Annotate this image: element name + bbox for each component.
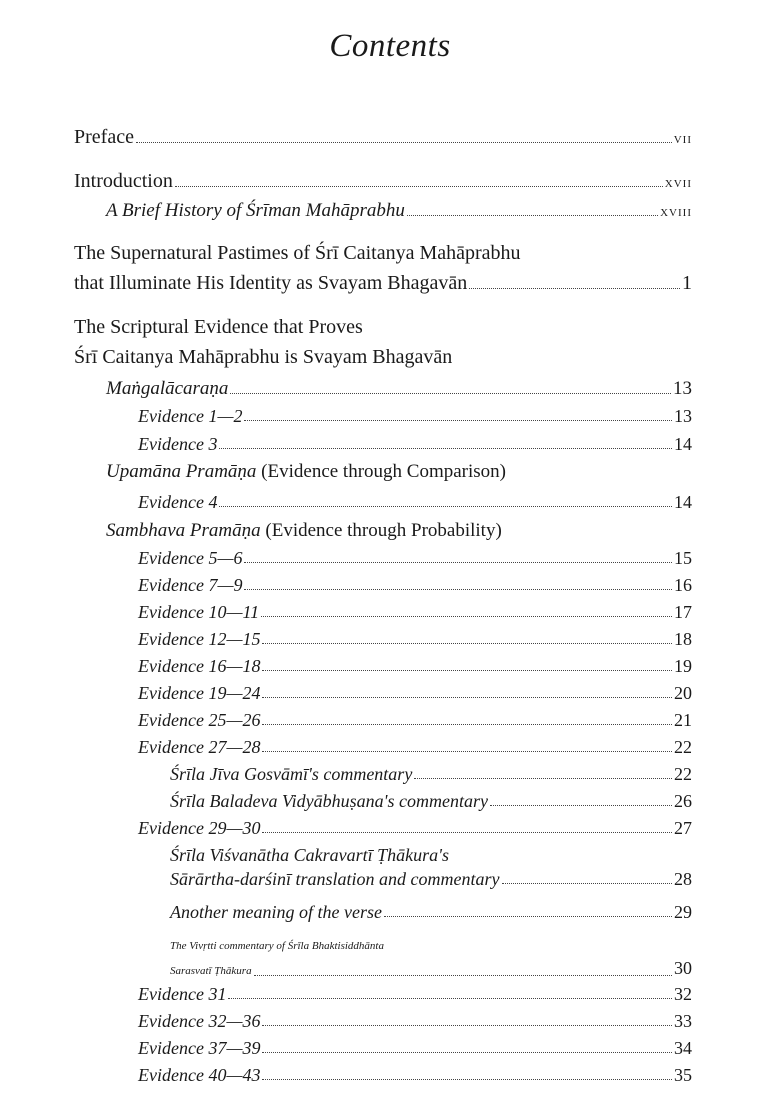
- toc-entry-pastimes[interactable]: [74, 272, 692, 295]
- toc-entry-another-meaning[interactable]: [170, 902, 692, 923]
- leader-dots: [262, 669, 672, 671]
- toc-label: Preface: [74, 126, 134, 148]
- toc-label: Evidence 3: [138, 434, 218, 454]
- toc-label: Evidence 37—39: [138, 1038, 261, 1058]
- toc-label: Introduction: [74, 170, 173, 192]
- toc-label: Evidence 1—2: [138, 406, 243, 426]
- leader-dots: [230, 392, 671, 394]
- toc-page-number: vii: [673, 131, 692, 147]
- toc-entry-sarartha-darsini[interactable]: [170, 869, 692, 890]
- toc-heading-scriptural-line1: The Scriptural Evidence that Proves: [74, 316, 363, 338]
- leader-dots: [262, 1024, 672, 1026]
- toc-label: Evidence 7—9: [138, 575, 243, 595]
- toc-entry-evidence[interactable]: [138, 818, 692, 839]
- leader-dots: [219, 505, 672, 507]
- toc-heading-scriptural-line2: Śrī Caitanya Mahāprabhu is Svayam Bhagavān: [74, 346, 453, 368]
- toc-entry-evidence[interactable]: [138, 602, 692, 623]
- toc-label: that Illuminate His Identity as Svayam Bhagavān: [74, 272, 468, 294]
- toc-entry-baladeva-commentary[interactable]: [170, 791, 692, 812]
- leader-dots: [244, 588, 672, 590]
- toc-page-number: 34: [674, 1038, 692, 1058]
- toc-page-number: 19: [674, 656, 692, 676]
- toc-entry-evidence[interactable]: [138, 575, 692, 596]
- leader-dots: [262, 831, 672, 833]
- toc-label: Evidence 25—26: [138, 710, 261, 730]
- toc-heading-italic: Upamāna Pramāṇa: [106, 461, 257, 482]
- toc-page-number: 16: [674, 575, 692, 595]
- toc-entry-evidence[interactable]: [138, 683, 692, 704]
- toc-label: Evidence 16—18: [138, 656, 261, 676]
- toc-page-number: 13: [674, 406, 692, 426]
- toc-label: Sārārtha-darśinī translation and commentary: [170, 869, 500, 889]
- toc-label: Evidence 31: [138, 984, 227, 1004]
- toc-page-number: 18: [674, 629, 692, 649]
- toc-entry-jiva-commentary[interactable]: [170, 764, 692, 785]
- toc-heading-upamana: [106, 461, 506, 483]
- leader-dots: [502, 882, 672, 884]
- toc-label: A Brief History of Śrīman Mahāprabhu: [106, 200, 405, 221]
- toc-page-number: 35: [674, 1065, 692, 1085]
- toc-entry-evidence[interactable]: [138, 1038, 692, 1059]
- toc-page-number: 22: [674, 737, 692, 757]
- toc-label: Evidence 29—30: [138, 818, 261, 838]
- leader-dots: [136, 141, 672, 143]
- toc-page-number: 14: [674, 434, 692, 454]
- leader-dots: [490, 804, 672, 806]
- toc-entry-brief-history[interactable]: [106, 200, 692, 222]
- toc-label: Śrīla Jīva Gosvāmī's commentary: [170, 764, 413, 784]
- toc-entry-vivrtti[interactable]: [170, 958, 692, 979]
- toc-entry-evidence[interactable]: [138, 434, 692, 455]
- toc-entry-evidence[interactable]: [138, 984, 692, 1005]
- leader-dots: [262, 1078, 672, 1080]
- toc-page-number: 32: [674, 984, 692, 1004]
- toc-entry-evidence[interactable]: [138, 629, 692, 650]
- toc-entry-evidence[interactable]: [138, 406, 692, 427]
- toc-heading-visvanatha-line1: Śrīla Viśvanātha Cakravartī Ṭhākura's: [170, 845, 450, 865]
- toc-label: Evidence 5—6: [138, 548, 243, 568]
- toc-label: Sarasvatī Ṭhākura: [170, 965, 252, 977]
- toc-page-number: 33: [674, 1011, 692, 1031]
- toc-entry-evidence[interactable]: [138, 1011, 692, 1032]
- toc-page-number: 1: [682, 272, 692, 294]
- leader-dots: [414, 777, 672, 779]
- toc-page-number: 20: [674, 683, 692, 703]
- leader-dots: [262, 696, 672, 698]
- toc-label: Another meaning of the verse: [170, 902, 382, 922]
- toc-page-number: 28: [674, 869, 692, 889]
- toc-entry-evidence[interactable]: [138, 656, 692, 677]
- toc-page-number: 27: [674, 818, 692, 838]
- toc-page-number: 17: [674, 602, 692, 622]
- toc-heading-vivrtti-line1: The Vivṛtti commentary of Śrīla Bhaktisiddhānta: [170, 940, 384, 952]
- toc-page-number: xviii: [660, 204, 692, 220]
- leader-dots: [228, 997, 672, 999]
- leader-dots: [262, 723, 672, 725]
- toc-label: Evidence 4: [138, 492, 218, 512]
- leader-dots: [261, 615, 672, 617]
- toc-page-number: 14: [674, 492, 692, 512]
- leader-dots: [384, 915, 672, 917]
- leader-dots: [219, 447, 672, 449]
- toc-entry-mangalacarana[interactable]: [106, 378, 692, 400]
- toc-label: Evidence 32—36: [138, 1011, 261, 1031]
- toc-entry-preface[interactable]: [74, 126, 692, 149]
- page-title: Contents: [329, 28, 451, 64]
- toc-page-number: 26: [674, 791, 692, 811]
- toc-label: Evidence 40—43: [138, 1065, 261, 1085]
- toc-label: Evidence 12—15: [138, 629, 261, 649]
- toc-page-number: 29: [674, 902, 692, 922]
- toc-page-number: 15: [674, 548, 692, 568]
- toc-entry-introduction[interactable]: [74, 170, 692, 193]
- toc-entry-evidence[interactable]: [138, 1065, 692, 1086]
- toc-page-number: xvii: [664, 175, 692, 191]
- leader-dots: [244, 561, 672, 563]
- toc-page-number: 30: [674, 958, 692, 978]
- toc-heading-rest: (Evidence through Comparison): [256, 461, 507, 482]
- toc-heading-sambhava: [106, 520, 502, 542]
- toc-page-number: 13: [673, 378, 692, 399]
- leader-dots: [469, 287, 680, 289]
- toc-label: Śrīla Baladeva Vidyābhuṣana's commentary: [170, 791, 488, 811]
- toc-heading-pastimes-line1: The Supernatural Pastimes of Śrī Caitanya Mahāprabhu: [74, 242, 521, 264]
- toc-entry-evidence[interactable]: [138, 737, 692, 758]
- leader-dots: [244, 419, 672, 421]
- leader-dots: [262, 642, 672, 644]
- toc-page-number: 22: [674, 764, 692, 784]
- toc-label: Evidence 10—11: [138, 602, 260, 622]
- toc-page-number: 21: [674, 710, 692, 730]
- leader-dots: [407, 214, 658, 216]
- toc-label: Evidence 27—28: [138, 737, 261, 757]
- toc-entry-evidence[interactable]: [138, 492, 692, 513]
- toc-heading-italic: Sambhava Pramāṇa: [106, 520, 261, 541]
- toc-heading-rest: (Evidence through Probability): [260, 520, 502, 541]
- leader-dots: [175, 185, 663, 187]
- toc-entry-evidence[interactable]: [138, 710, 692, 731]
- toc-label: Evidence 19—24: [138, 683, 261, 703]
- toc-label: Maṅgalācaraṇa: [106, 378, 229, 399]
- leader-dots: [262, 1051, 672, 1053]
- toc-entry-evidence[interactable]: [138, 548, 692, 569]
- leader-dots: [262, 750, 672, 752]
- leader-dots: [254, 974, 672, 976]
